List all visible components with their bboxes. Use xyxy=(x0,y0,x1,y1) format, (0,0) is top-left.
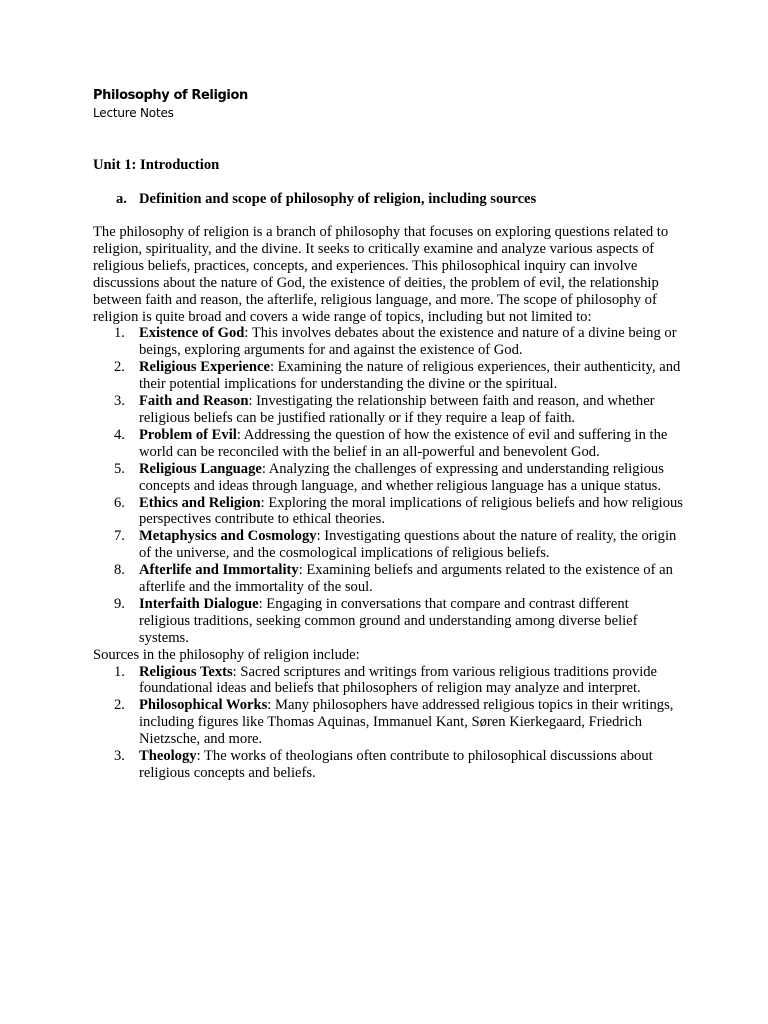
list-item xyxy=(93,325,683,359)
list-term: Theology xyxy=(139,748,197,765)
list-item xyxy=(93,495,683,529)
list-term: Interfaith Dialogue xyxy=(139,595,259,612)
document-subtitle: Lecture Notes xyxy=(93,106,174,120)
list-item xyxy=(93,528,683,562)
document-title: Philosophy of Religion xyxy=(93,88,248,103)
list-number: 9. xyxy=(114,595,125,612)
list-term: Faith and Reason xyxy=(139,393,249,410)
intro-paragraph: The philosophy of religion is a branch of philosophy that focuses on exploring questions related to religion, spirituality, and the divine. It seeks to critically examine and analyze various aspects of religious beliefs, practices, concepts, and experiences. This philosophical inquiry can involve discussions about the nature of God, the existence of deities, the problem of evil, the relationship between faith and reason, the afterlife, religious language, and more. The scope of philosophy of religion is quite broad and covers a wide range of topics, including but not limited to: xyxy=(93,224,669,325)
list-number: 1. xyxy=(114,325,125,342)
list-number: 1. xyxy=(114,663,125,680)
list-item xyxy=(93,697,683,748)
list-text: : Engaging in conversations that compare and contrast different religious traditions, seeking common ground and understanding among diverse belief systems. xyxy=(139,595,638,646)
list-text: : The works of theologians often contribute to philosophical discussions about religious concepts and beliefs. xyxy=(139,748,653,781)
list-text: : Exploring the moral implications of religious beliefs and how religious perspectives contribute to ethical theories. xyxy=(139,494,683,528)
list-item xyxy=(93,427,683,461)
list-text: : Analyzing the challenges of expressing and understanding religious concepts and ideas through language, and whether religious language has a unique status. xyxy=(139,460,664,494)
sources-list xyxy=(93,664,683,782)
list-term: Metaphysics and Cosmology xyxy=(139,528,317,545)
list-text: : This involves debates about the existence and nature of a divine being or beings, exploring arguments for and against the existence of God. xyxy=(139,325,677,359)
list-term: Religious Language xyxy=(139,460,262,477)
list-item xyxy=(93,461,683,495)
list-text: : Examining beliefs and arguments related to the existence of an afterlife and the immortality of the soul. xyxy=(139,562,673,596)
list-text: : Investigating questions about the nature of reality, the origin of the universe, and the cosmological implications of religious beliefs. xyxy=(139,528,677,562)
list-item xyxy=(93,393,683,427)
list-number: 6. xyxy=(114,494,125,511)
list-text: : Examining the nature of religious experiences, their authenticity, and their potential implications for understanding the divine or the spiritual. xyxy=(139,359,681,393)
list-text: : Sacred scriptures and writings from various religious traditions provide foundational ideas and beliefs that philosophers of religion may analyze and interpret. xyxy=(139,663,658,697)
list-term: Ethics and Religion xyxy=(139,494,261,511)
section-heading xyxy=(116,191,536,208)
sources-intro: Sources in the philosophy of religion include: xyxy=(93,646,360,663)
section-letter: a. xyxy=(116,191,127,207)
document-page xyxy=(93,86,683,781)
list-text: : Addressing the question of how the existence of evil and suffering in the world can be reconciled with the belief in an all-powerful and benevolent God. xyxy=(139,426,668,460)
list-term: Religious Texts xyxy=(139,663,233,680)
list-term: Philosophical Works xyxy=(139,697,268,714)
list-number: 3. xyxy=(114,748,125,765)
list-number: 7. xyxy=(114,528,125,545)
list-number: 2. xyxy=(114,359,125,376)
section-heading-text: Definition and scope of philosophy of religion, including sources xyxy=(139,191,537,207)
unit-heading: Unit 1: Introduction xyxy=(93,157,220,173)
topics-list xyxy=(93,325,683,646)
list-number: 2. xyxy=(114,697,125,714)
list-term: Existence of God xyxy=(139,325,245,342)
list-item xyxy=(93,562,683,596)
list-text: : Investigating the relationship between faith and reason, and whether religious beliefs can be justified rationally or if they require a leap of faith. xyxy=(139,393,655,426)
list-number: 8. xyxy=(114,562,125,579)
list-number: 5. xyxy=(114,460,125,477)
list-item xyxy=(93,359,683,393)
list-item xyxy=(93,664,683,698)
list-term: Afterlife and Immortality xyxy=(139,562,299,579)
list-number: 4. xyxy=(114,426,125,443)
list-item xyxy=(93,596,683,647)
list-term: Problem of Evil xyxy=(139,426,237,443)
list-item xyxy=(93,748,683,782)
list-number: 3. xyxy=(114,393,125,410)
list-text: : Many philosophers have addressed religious topics in their writings, including figures like Thomas Aquinas, Immanuel Kant, Søren Kierkegaard, Friedrich Nietzsche, and more. xyxy=(139,697,674,748)
body-text xyxy=(93,224,683,782)
list-term: Religious Experience xyxy=(139,359,270,376)
